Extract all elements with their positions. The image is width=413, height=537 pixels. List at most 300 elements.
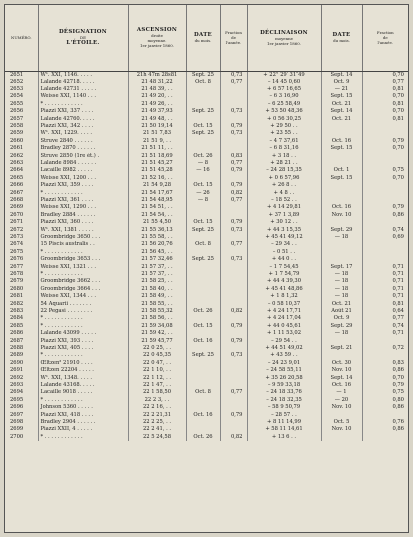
declination: + 28 21 . . bbox=[247, 160, 321, 167]
star-number: 2673 bbox=[5, 234, 38, 241]
dec-observation-date: Oct. 21 bbox=[321, 116, 362, 123]
dec-observation-date: Sept. 17 bbox=[321, 264, 362, 271]
declination: + 58 11 14,61 bbox=[247, 426, 321, 433]
dec-year-fraction: 0,86 bbox=[392, 211, 404, 218]
declination: + 44 3 15,35 bbox=[247, 227, 321, 234]
declination: – 1 7 54,45 bbox=[247, 264, 321, 271]
dec-year-fraction: 0,71 bbox=[392, 271, 404, 278]
right-ascension: 21 58 49, . . bbox=[128, 293, 186, 300]
table-row bbox=[5, 419, 408, 426]
star-designation: Groombridge 3662 . . . bbox=[38, 278, 128, 285]
ra-year-fraction bbox=[220, 212, 247, 220]
dec-year-fraction: 0,81 bbox=[392, 100, 404, 107]
declination: – 0 58 10,37 bbox=[247, 301, 321, 308]
declination: + 6 57 16,65 bbox=[247, 86, 321, 93]
declination: + 13 6 . . bbox=[247, 434, 321, 442]
declination: + 4 14 29,81 bbox=[247, 204, 321, 211]
dec-observation-date: — 20 bbox=[321, 397, 362, 405]
declination: – 0 51 . . bbox=[247, 249, 321, 257]
declination: + 44 0 45,61 bbox=[247, 323, 321, 331]
star-designation: * . . . . . . . . . . . . bbox=[38, 190, 128, 197]
right-ascension: 21 54 54, . . bbox=[128, 212, 186, 220]
right-ascension: 21 49 26, . . bbox=[128, 101, 186, 109]
dec-observation-date: Août 21 bbox=[321, 308, 362, 315]
ra-year-fraction: 0,77 bbox=[220, 160, 247, 167]
ra-year-fraction: 0,73 bbox=[220, 71, 247, 79]
dec-year-fraction bbox=[362, 123, 408, 130]
dec-observation-date: Sept. 15 bbox=[321, 175, 362, 183]
table-row bbox=[5, 167, 408, 174]
star-number: 2657 bbox=[5, 116, 38, 123]
declination: – 29 34 . . bbox=[247, 241, 321, 248]
ra-observation-date bbox=[186, 234, 220, 241]
star-number: 2676 bbox=[5, 256, 38, 263]
table-row bbox=[5, 219, 408, 226]
star-designation: Johnson 5360 . . . . . bbox=[38, 404, 128, 411]
declination: – 18 52 . . bbox=[247, 197, 321, 204]
star-designation: Weisse XXI, 1321 . . . bbox=[38, 264, 128, 271]
ra-observation-date bbox=[186, 86, 220, 93]
table-row bbox=[5, 79, 408, 86]
star-designation: Groombridge 3650 . . . bbox=[38, 234, 128, 241]
star-number: 2684 bbox=[5, 315, 38, 322]
right-ascension: 21 59 34,08 bbox=[128, 323, 186, 331]
ra-year-fraction bbox=[220, 367, 247, 374]
dec-year-fraction: 0,71 bbox=[392, 293, 404, 300]
right-ascension: 21h 47m 28s81 bbox=[128, 71, 186, 79]
dec-year-fraction: 0,70 bbox=[392, 93, 404, 100]
table-row bbox=[5, 153, 408, 160]
right-ascension: 21 59 42, . . bbox=[128, 330, 186, 337]
declination: + 29 50 . . bbox=[247, 123, 321, 130]
ra-observation-date bbox=[186, 375, 220, 382]
star-designation: 15 Piscis australis . . bbox=[38, 241, 128, 248]
table-row bbox=[5, 434, 408, 442]
dec-observation-date: Sept. 29 bbox=[321, 323, 362, 331]
star-number: 2665 bbox=[5, 175, 38, 183]
star-number: 2658 bbox=[5, 123, 38, 130]
right-ascension: 21 49 48, . . bbox=[128, 116, 186, 123]
star-number: 2669 bbox=[5, 204, 38, 211]
ra-year-fraction bbox=[220, 234, 247, 241]
ra-observation-date bbox=[186, 426, 220, 433]
dec-year-fraction bbox=[362, 249, 408, 257]
star-number: 2662 bbox=[5, 153, 38, 160]
table-row bbox=[5, 308, 408, 315]
ra-year-fraction bbox=[220, 330, 247, 337]
dec-observation-date: Sept. 15 bbox=[321, 93, 362, 100]
ra-year-fraction bbox=[220, 301, 247, 308]
star-designation: Piazzi XXI, 393 . . . . bbox=[38, 338, 128, 345]
right-ascension: 21 54 51, . . bbox=[128, 204, 186, 211]
declination: + 43 59 . . bbox=[247, 352, 321, 359]
ra-year-fraction: 0,77 bbox=[220, 197, 247, 204]
table-row bbox=[5, 116, 408, 123]
ra-observation-date bbox=[186, 419, 220, 426]
dec-year-fraction bbox=[362, 434, 408, 442]
star-designation: Œltzen² 21910 . . . . bbox=[38, 360, 128, 368]
star-number: 2685 bbox=[5, 323, 38, 331]
ra-observation-date: Sept. 25 bbox=[186, 130, 220, 137]
ra-observation-date bbox=[186, 116, 220, 123]
star-number: 2654 bbox=[5, 93, 38, 100]
ra-observation-date: Oct. 15 bbox=[186, 323, 220, 331]
star-designation: * . . . . . . . . . . . . bbox=[38, 397, 128, 405]
declination: + 45 41 49,12 bbox=[247, 234, 321, 241]
star-designation: Piazzi XXI, 418 . . . . bbox=[38, 412, 128, 419]
dec-year-fraction: 0,71 bbox=[392, 278, 404, 285]
declination: – 6 8 31,16 bbox=[247, 145, 321, 152]
ra-observation-date: Sept. 25 bbox=[186, 256, 220, 263]
star-designation: Lalande 42718. . . . . bbox=[38, 79, 128, 86]
header-fraction-2: Fraction de l'année. bbox=[362, 5, 408, 71]
ra-observation-date bbox=[186, 397, 220, 405]
dec-year-fraction bbox=[362, 338, 408, 345]
declination: – 6 3 16,90 bbox=[247, 93, 321, 100]
dec-observation-date: Oct. 5 bbox=[321, 419, 362, 426]
dec-year-fraction: 0,72 bbox=[392, 344, 404, 351]
star-designation: * . . . . . . . . . . . . bbox=[38, 323, 128, 331]
dec-observation-date: Oct. 16 bbox=[321, 382, 362, 389]
ra-year-fraction bbox=[220, 145, 247, 152]
right-ascension: 21 48 39, . . bbox=[128, 86, 186, 93]
declination: – 4 7 37,61 bbox=[247, 138, 321, 146]
declination: + 1 8 1,32 bbox=[247, 293, 321, 300]
star-number: 2670 bbox=[5, 212, 38, 220]
star-number: 2681 bbox=[5, 293, 38, 300]
right-ascension: 21 51 45,27 bbox=[128, 160, 186, 167]
star-designation: Weisse XXI, 1290 . . . bbox=[38, 204, 128, 211]
star-number: 2659 bbox=[5, 130, 38, 137]
star-designation: Lalande 43099 . . . . . bbox=[38, 330, 128, 337]
dec-year-fraction: 0,77 bbox=[392, 315, 404, 322]
dec-year-fraction: 0,71 bbox=[392, 330, 404, 337]
dec-observation-date bbox=[321, 190, 362, 197]
ra-year-fraction: 0,73 bbox=[220, 108, 247, 115]
dec-year-fraction: 0,76 bbox=[392, 418, 404, 425]
dec-observation-date: Sept. 14 bbox=[321, 71, 362, 79]
dec-year-fraction: 0,64 bbox=[392, 308, 404, 314]
star-number: 2695 bbox=[5, 397, 38, 405]
declination: + 44 0 . . bbox=[247, 256, 321, 263]
star-number: 2698 bbox=[5, 419, 38, 426]
star-catalog-table bbox=[5, 5, 408, 441]
star-designation: Lacaille 9018 . . . . . bbox=[38, 389, 128, 396]
ra-year-fraction: 0,83 bbox=[220, 153, 247, 160]
dec-year-fraction: 0,70 bbox=[392, 71, 404, 78]
header-declinaison: DÉCLINAISON moyenne 1er janvier 1860. bbox=[247, 5, 321, 71]
ra-observation-date: Sept. 25 bbox=[186, 71, 220, 79]
table-row bbox=[5, 93, 408, 100]
declination: – 28 57 . . bbox=[247, 412, 321, 419]
ra-year-fraction bbox=[220, 286, 247, 294]
table-row bbox=[5, 138, 408, 146]
dec-year-fraction: 0,70 bbox=[392, 374, 404, 381]
star-designation: * . . . . . . . . . . . . bbox=[38, 434, 128, 442]
table-row bbox=[5, 278, 408, 285]
right-ascension: 22 2 16, . . bbox=[128, 404, 186, 411]
right-ascension: 21 52 16, . . bbox=[128, 175, 186, 183]
table-row bbox=[5, 108, 408, 115]
right-ascension: 22 5 24,58 bbox=[128, 434, 186, 442]
dec-year-fraction: 0,79 bbox=[392, 137, 404, 144]
ra-year-fraction: 0,77 bbox=[220, 241, 247, 248]
right-ascension: 21 49 37,93 bbox=[128, 108, 186, 115]
ra-year-fraction bbox=[220, 404, 247, 411]
table-row bbox=[5, 212, 408, 220]
ra-year-fraction bbox=[220, 293, 247, 300]
ra-year-fraction bbox=[220, 278, 247, 285]
star-designation: Bradley 2870 . . . . . . bbox=[38, 145, 128, 152]
table-row bbox=[5, 182, 408, 189]
dec-observation-date: Sept. 21 bbox=[321, 345, 362, 352]
star-number: 2661 bbox=[5, 145, 38, 152]
table-row bbox=[5, 86, 408, 93]
right-ascension: 21 51 11, . . bbox=[128, 145, 186, 152]
table-row bbox=[5, 382, 408, 389]
table-row bbox=[5, 175, 408, 183]
star-number: 2674 bbox=[5, 241, 38, 248]
ra-observation-date bbox=[186, 345, 220, 352]
dec-year-fraction bbox=[362, 130, 408, 137]
table-row bbox=[5, 315, 408, 322]
ra-year-fraction bbox=[220, 86, 247, 93]
ra-observation-date: Oct. 26 bbox=[186, 308, 220, 315]
dec-observation-date: Oct. 21 bbox=[321, 301, 362, 308]
header-fraction: Fraction de l'année. bbox=[220, 5, 247, 71]
declination: + 37 1 3,89 bbox=[247, 212, 321, 220]
right-ascension: 21 51 45,28 bbox=[128, 167, 186, 174]
dec-year-fraction: 0,81 bbox=[392, 300, 404, 307]
star-number: 2682 bbox=[5, 301, 38, 308]
right-ascension: 22 0 25, . . bbox=[128, 345, 186, 352]
declination: + 1 7 54,79 bbox=[247, 271, 321, 278]
dec-year-fraction: 0,71 bbox=[392, 263, 404, 270]
ra-year-fraction bbox=[220, 93, 247, 100]
table-row bbox=[5, 338, 408, 345]
dec-year-fraction bbox=[362, 182, 408, 189]
declination: + 4 8 . . bbox=[247, 190, 321, 197]
dec-observation-date bbox=[321, 123, 362, 130]
star-number: 2656 bbox=[5, 108, 38, 115]
dec-year-fraction: 0,71 bbox=[392, 285, 404, 292]
dec-year-fraction: 0,83 bbox=[392, 359, 404, 366]
right-ascension: 21 57 37, . . bbox=[128, 271, 186, 278]
dec-year-fraction: 0,75 bbox=[392, 167, 404, 174]
star-designation: Groombridge 3653 . . . bbox=[38, 256, 128, 263]
right-ascension: 21 55 58, . . bbox=[128, 234, 186, 241]
ra-year-fraction: 0,79 bbox=[220, 123, 247, 130]
ra-year-fraction bbox=[220, 138, 247, 146]
ra-observation-date bbox=[186, 138, 220, 146]
dec-year-fraction bbox=[362, 160, 408, 167]
right-ascension: 21 49 20, . . bbox=[128, 93, 186, 100]
right-ascension: 22 2 21,31 bbox=[128, 412, 186, 419]
right-ascension: 21 55 4,50 bbox=[128, 219, 186, 226]
ra-observation-date bbox=[186, 212, 220, 220]
star-number: 2693 bbox=[5, 382, 38, 389]
star-designation: Piazzi XXI, 360 . . . . bbox=[38, 219, 128, 226]
star-number: 2668 bbox=[5, 197, 38, 204]
table-row bbox=[5, 264, 408, 271]
declination: – 24 28 15,35 bbox=[247, 167, 321, 174]
star-designation: Piazzi XXII, 4 . . . . . bbox=[38, 426, 128, 433]
right-ascension: 21 57 37, . . bbox=[128, 264, 186, 271]
dec-year-fraction: 0,86 bbox=[392, 426, 404, 433]
star-designation: Struve 2850 (1re ét.) . bbox=[38, 153, 128, 160]
star-number: 2671 bbox=[5, 219, 38, 226]
star-designation: W¹. XXI, 1348. . . . . bbox=[38, 375, 128, 382]
dec-observation-date: Oct. 30 bbox=[321, 360, 362, 368]
right-ascension: 22 2 3, . . bbox=[128, 397, 186, 405]
ra-observation-date: Oct. 8 bbox=[186, 389, 220, 396]
star-number: 2683 bbox=[5, 308, 38, 315]
star-designation: Piazzi XXI, 337 . . . . bbox=[38, 108, 128, 115]
table-row bbox=[5, 404, 408, 411]
declination: – 14 45 0,60 bbox=[247, 79, 321, 86]
ra-year-fraction bbox=[220, 249, 247, 257]
ra-year-fraction bbox=[220, 116, 247, 123]
dec-year-fraction: 0,74 bbox=[392, 226, 404, 233]
declination: + 23 55 . . bbox=[247, 130, 321, 137]
right-ascension: 21 54 9,28 bbox=[128, 182, 186, 189]
ra-year-fraction: 0,73 bbox=[220, 227, 247, 234]
star-designation: Piazzi XXI, 361 . . . . bbox=[38, 197, 128, 204]
star-number: 2663 bbox=[5, 160, 38, 167]
ra-year-fraction bbox=[220, 315, 247, 322]
dec-year-fraction bbox=[362, 219, 408, 226]
right-ascension: 21 51 7,83 bbox=[128, 130, 186, 137]
right-ascension: 21 51 9, . . bbox=[128, 138, 186, 146]
ra-observation-date bbox=[186, 330, 220, 337]
ra-observation-date: Oct. 8 bbox=[186, 241, 220, 248]
ra-observation-date bbox=[186, 101, 220, 109]
dec-year-fraction: 0,70 bbox=[392, 174, 404, 181]
dec-year-fraction: 0,81 bbox=[392, 86, 404, 93]
header-date-2: DATE du mois. bbox=[321, 5, 362, 71]
catalog-body bbox=[5, 71, 408, 441]
dec-year-fraction bbox=[362, 241, 408, 248]
star-number: 2691 bbox=[5, 367, 38, 374]
ra-observation-date: Sept. 25 bbox=[186, 227, 220, 234]
ra-observation-date bbox=[186, 382, 220, 389]
star-number: 2700 bbox=[5, 434, 38, 442]
table-row bbox=[5, 71, 408, 79]
dec-observation-date: Oct. 1 bbox=[321, 167, 362, 174]
dec-observation-date: Sept. 14 bbox=[321, 108, 362, 115]
star-designation: Lalande 8984 . . . . . . bbox=[38, 160, 128, 167]
ra-observation-date bbox=[186, 301, 220, 308]
star-number: 2672 bbox=[5, 227, 38, 234]
right-ascension: 21 58 25, . . bbox=[128, 278, 186, 285]
table-row bbox=[5, 145, 408, 152]
ra-observation-date: Oct. 16 bbox=[186, 338, 220, 345]
star-designation: Lalande 43168. . . . . bbox=[38, 382, 128, 389]
declination: – 6 25 58,49 bbox=[247, 101, 321, 109]
star-number: 2675 bbox=[5, 249, 38, 257]
star-number: 2689 bbox=[5, 352, 38, 359]
ra-year-fraction: 0,79 bbox=[220, 219, 247, 226]
header-ascension: ASCENSION droite moyenne. 1er janvier 1860. bbox=[128, 5, 186, 71]
dec-observation-date bbox=[321, 197, 362, 204]
dec-observation-date: — 18 bbox=[321, 278, 362, 285]
star-number: 2696 bbox=[5, 404, 38, 411]
right-ascension: 22 0 45,35 bbox=[128, 352, 186, 359]
star-number: 2678 bbox=[5, 271, 38, 278]
dec-year-fraction: 0,80 bbox=[392, 396, 404, 403]
right-ascension: 22 2 41, . . bbox=[128, 426, 186, 433]
ra-observation-date: — 8 bbox=[186, 160, 220, 167]
table-row bbox=[5, 197, 408, 204]
star-designation: 22 Pegasi . . . . . . . . bbox=[38, 308, 128, 315]
dec-year-fraction bbox=[362, 197, 408, 204]
table-row bbox=[5, 234, 408, 241]
star-number: 2699 bbox=[5, 426, 38, 433]
ra-year-fraction bbox=[220, 419, 247, 426]
dec-observation-date bbox=[321, 412, 362, 419]
ra-year-fraction bbox=[220, 204, 247, 211]
dec-observation-date: Oct. 9 bbox=[321, 315, 362, 322]
declination: + 4 24 17,04 bbox=[247, 315, 321, 322]
declination: – 24 58 55,11 bbox=[247, 367, 321, 374]
star-number: 2697 bbox=[5, 412, 38, 419]
star-designation: * . . . . . . . . . . . . bbox=[38, 101, 128, 109]
header-designation: DÉSIGNATION DE L'ÉTOILE. bbox=[38, 5, 128, 71]
ra-year-fraction: 0,77 bbox=[220, 79, 247, 86]
ra-observation-date bbox=[186, 204, 220, 211]
star-number: 2692 bbox=[5, 375, 38, 382]
ra-year-fraction: 0,77 bbox=[220, 389, 247, 396]
table-row bbox=[5, 375, 408, 382]
star-number: 2655 bbox=[5, 101, 38, 109]
declination: – 58 9 50,79 bbox=[247, 404, 321, 411]
ra-year-fraction bbox=[220, 271, 247, 278]
dec-observation-date bbox=[321, 153, 362, 160]
ra-year-fraction: 0,73 bbox=[220, 130, 247, 137]
star-designation: * . . . . . . . . . . . . bbox=[38, 249, 128, 257]
ra-observation-date bbox=[186, 249, 220, 257]
ra-observation-date bbox=[186, 175, 220, 183]
ra-year-fraction bbox=[220, 264, 247, 271]
dec-observation-date: Nov. 10 bbox=[321, 404, 362, 411]
declination: – 24 18 32,35 bbox=[247, 397, 321, 405]
ra-observation-date: Oct. 15 bbox=[186, 182, 220, 189]
star-number: 2679 bbox=[5, 278, 38, 285]
dec-year-fraction: 0,70 bbox=[392, 108, 404, 115]
ra-observation-date: — 26 bbox=[186, 190, 220, 197]
dec-observation-date: — 21 bbox=[321, 86, 362, 93]
table-row bbox=[5, 190, 408, 197]
declination: + 22° 29′ 31″49 bbox=[247, 71, 321, 79]
right-ascension: 21 58 56, . . bbox=[128, 315, 186, 322]
ra-year-fraction: 0,73 bbox=[220, 256, 247, 263]
declination: + 0 6 57,96 bbox=[247, 175, 321, 183]
star-designation: Piazzi XXI, 359 . . . . bbox=[38, 182, 128, 189]
table-row bbox=[5, 389, 408, 396]
ra-observation-date: Oct. 15 bbox=[186, 219, 220, 226]
star-designation: W¹. XXI, 1146. . . . . bbox=[38, 71, 128, 79]
right-ascension: 21 56 20,76 bbox=[128, 241, 186, 248]
star-designation: Lalande 42731 . . . . . bbox=[38, 86, 128, 93]
table-row bbox=[5, 352, 408, 359]
star-designation: Lacaille 8982 . . . . . bbox=[38, 167, 128, 174]
declination: – 9 59 33,18 bbox=[247, 382, 321, 389]
dec-year-fraction bbox=[362, 190, 408, 197]
dec-observation-date: — 18 bbox=[321, 293, 362, 300]
star-number: 2660 bbox=[5, 138, 38, 146]
dec-observation-date bbox=[321, 256, 362, 263]
star-designation: * . . . . . . . . . . . . bbox=[38, 271, 128, 278]
